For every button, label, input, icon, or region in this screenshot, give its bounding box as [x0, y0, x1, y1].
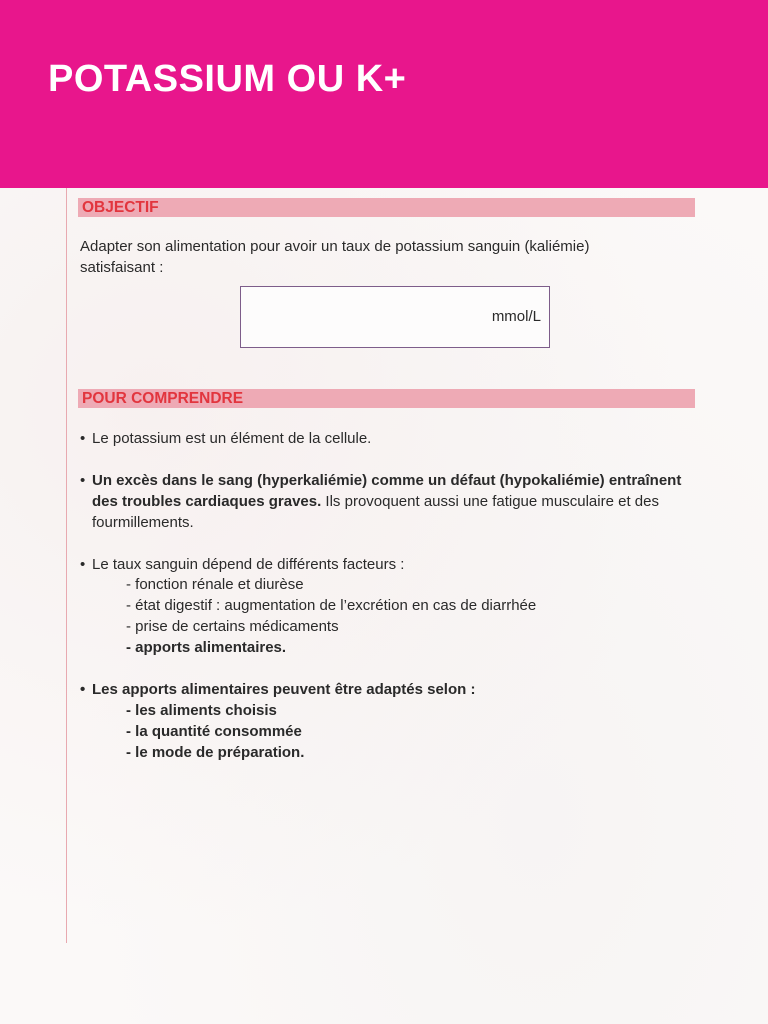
bullet-dot: •	[80, 681, 86, 698]
kaliemie-target-box	[240, 286, 550, 348]
section-header-comprendre	[78, 389, 695, 408]
header-band	[0, 0, 768, 188]
unit-label: mmol/L	[491, 308, 541, 325]
bullet-text: Ils provoquent aussi une fatigue musculaire et des	[321, 493, 659, 510]
section-title-comprendre: POUR COMPRENDRE	[82, 390, 244, 407]
bullet-text: Les apports alimentaires peuvent être adaptés selon :	[92, 681, 476, 698]
adaptation-item: - le mode de préparation.	[126, 744, 305, 761]
page-title: POTASSIUM OU K+	[48, 58, 407, 100]
bullet-item-2	[80, 470, 710, 533]
bullet-dot: •	[80, 430, 86, 447]
bullet-item-4	[80, 679, 710, 700]
adaptation-item: - les aliments choisis	[126, 702, 277, 719]
adaptation-item: - la quantité consommée	[126, 723, 302, 740]
bullet-dot: •	[80, 472, 86, 489]
factor-item: - fonction rénale et diurèse	[126, 576, 304, 593]
bullet-text: fourmillements.	[92, 514, 194, 531]
margin-rule	[66, 188, 67, 943]
objectif-text	[80, 236, 720, 278]
bullet-dot: •	[80, 556, 86, 573]
bullet-item-3	[80, 554, 710, 575]
bullet-text: Le taux sanguin dépend de différents facteurs :	[92, 556, 405, 573]
factor-item: - état digestif : augmentation de l’excrétion en cas de diarrhée	[126, 597, 537, 614]
bullet-item-1	[80, 428, 710, 449]
bullet-text-bold: des troubles cardiaques graves.	[92, 493, 322, 510]
section-title-objectif: OBJECTIF	[82, 199, 159, 216]
bullet-text-bold: Un excès dans le sang (hyperkaliémie) comme un défaut (hypokaliémie) entraînent	[92, 472, 682, 489]
objectif-line-1: Adapter son alimentation pour avoir un taux de potassium sanguin (kaliémie)	[80, 238, 590, 255]
bullet-text: Le potassium est un élément de la cellule.	[92, 430, 372, 447]
section-header-objectif	[78, 198, 695, 217]
factor-item: - prise de certains médicaments	[126, 618, 339, 635]
factor-item: - apports alimentaires.	[126, 639, 287, 656]
objectif-line-2: satisfaisant :	[80, 259, 164, 276]
